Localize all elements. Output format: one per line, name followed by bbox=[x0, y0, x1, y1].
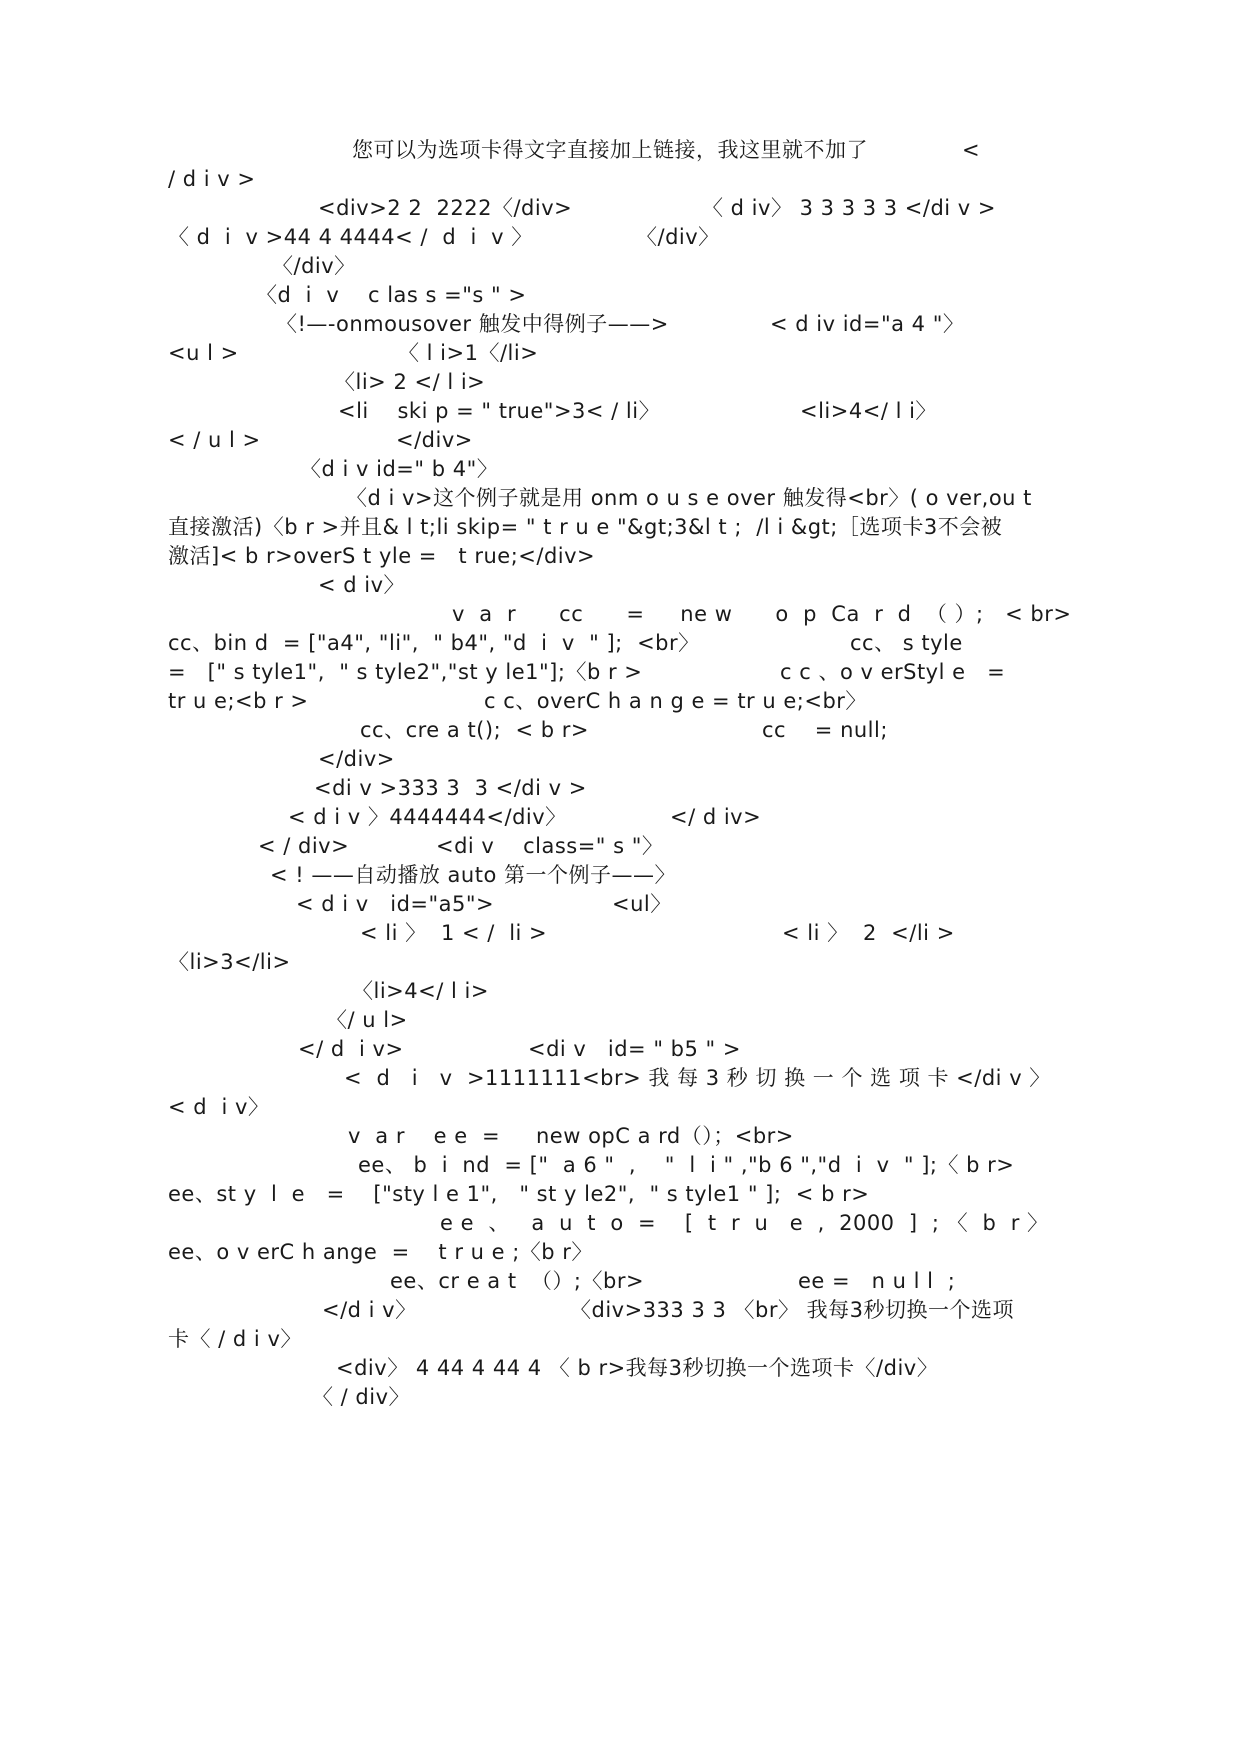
text-line-23 bbox=[0, 772, 1241, 804]
line-segment: 〈li>3</li> bbox=[168, 950, 291, 974]
text-line-36 bbox=[0, 1149, 1241, 1181]
line-segment: 激活]< b r>overS t yle = t rue;</div> bbox=[168, 544, 596, 568]
text-line-20 bbox=[0, 685, 1241, 717]
text-line-16 bbox=[0, 569, 1241, 601]
line-segment: </div> bbox=[318, 747, 395, 771]
line-segment: 〈/ u l> bbox=[326, 1008, 408, 1032]
line-segment: v a r e e = new opC a rd（）；<br> bbox=[348, 1124, 794, 1148]
line-segment: e e 、 a u t o = [ t r u e , 2000 ] ; 〈 b r 〉 bbox=[440, 1211, 1049, 1235]
line-segment: 〈li>4</ l i> bbox=[352, 979, 489, 1003]
text-line-8 bbox=[0, 337, 1241, 369]
text-line-17 bbox=[0, 598, 1241, 630]
text-line-7 bbox=[0, 308, 1241, 340]
text-line-15 bbox=[0, 540, 1241, 572]
line-segment: 〈 l i>1〈/li> bbox=[398, 341, 539, 365]
text-line-34 bbox=[0, 1091, 1241, 1123]
line-segment: cc、bin d = ["a4", "li", " b4", "d i v " ]; <br〉 bbox=[168, 631, 700, 655]
text-line-30 bbox=[0, 975, 1241, 1007]
line-segment: <div〉 4 44 4 44 4 〈 b r>我每3秒切换一个选项卡〈/div〉 bbox=[336, 1356, 939, 1380]
text-line-3 bbox=[0, 192, 1241, 224]
text-line-39 bbox=[0, 1236, 1241, 1268]
text-line-13 bbox=[0, 482, 1241, 514]
line-segment: ee、cr e a t （）;〈br> bbox=[390, 1269, 645, 1293]
line-segment: < / u l > bbox=[168, 428, 261, 452]
line-segment: cc = null; bbox=[762, 718, 888, 742]
line-segment: < d i v〉 bbox=[168, 1095, 270, 1119]
line-segment: < bbox=[962, 138, 981, 162]
text-line-44 bbox=[0, 1381, 1241, 1413]
line-segment: < d iv id="a 4 "〉 bbox=[770, 312, 965, 336]
line-segment: < d i v 〉4444444</div〉 bbox=[288, 805, 567, 829]
text-line-14 bbox=[0, 511, 1241, 543]
line-segment: 〈 / div〉 bbox=[312, 1385, 411, 1409]
text-line-10 bbox=[0, 395, 1241, 427]
line-segment: < / div> bbox=[258, 834, 350, 858]
line-segment: <di v class=" s "〉 bbox=[436, 834, 664, 858]
line-segment: </div> bbox=[396, 428, 473, 452]
line-segment: </d i v〉 bbox=[322, 1298, 417, 1322]
line-segment: = [" s tyle1", " s tyle2","st y le1"];〈b r > bbox=[168, 660, 643, 684]
text-line-26 bbox=[0, 859, 1241, 891]
line-segment: 〈/div〉 bbox=[636, 225, 720, 249]
line-segment: cc、cre a t(); < b r> bbox=[360, 718, 590, 742]
text-line-12 bbox=[0, 453, 1241, 485]
text-line-22 bbox=[0, 743, 1241, 775]
text-line-35 bbox=[0, 1120, 1241, 1152]
text-line-18 bbox=[0, 627, 1241, 659]
line-segment: <ul〉 bbox=[612, 892, 672, 916]
line-segment: < d i v id="a5"> bbox=[296, 892, 495, 916]
line-segment: ee、st y l e = ["sty l e 1", " st y le2", " s tyle1 " ]; < b r> bbox=[168, 1182, 870, 1206]
text-line-42 bbox=[0, 1323, 1241, 1355]
text-line-43 bbox=[0, 1352, 1241, 1384]
text-line-21 bbox=[0, 714, 1241, 746]
line-segment: / d i v > bbox=[168, 167, 256, 191]
line-segment: ee、o v erC h ange = t r u e ;〈b r〉 bbox=[168, 1240, 593, 1264]
text-line-9 bbox=[0, 366, 1241, 398]
text-line-2 bbox=[0, 163, 1241, 195]
text-line-32 bbox=[0, 1033, 1241, 1065]
line-segment: ee = n u l l ; bbox=[798, 1269, 956, 1293]
text-line-6 bbox=[0, 279, 1241, 311]
text-line-4 bbox=[0, 221, 1241, 253]
line-segment: <li>4</ l i〉 bbox=[800, 399, 937, 423]
line-segment: 〈div>333 3 3 〈br〉 我每3秒切换一个选项 bbox=[570, 1298, 1015, 1322]
line-segment: 〈li> 2 </ l i> bbox=[334, 370, 486, 394]
line-segment: c c、overC h a n g e = tr u e;<br〉 bbox=[484, 689, 867, 713]
line-segment: 〈d i v id=" b 4"〉 bbox=[300, 457, 499, 481]
line-segment: </ d i v> bbox=[298, 1037, 404, 1061]
text-line-28 bbox=[0, 917, 1241, 949]
text-line-19 bbox=[0, 656, 1241, 688]
line-segment: v a r cc = ne w o p Ca r d （ ）; < br> bbox=[452, 602, 1072, 626]
line-segment: 〈 d i v >44 4 4444< / d i v 〉 bbox=[168, 225, 533, 249]
text-line-27 bbox=[0, 888, 1241, 920]
text-line-33 bbox=[0, 1062, 1241, 1094]
line-segment: < ! ——自动播放 auto 第一个例子——〉 bbox=[270, 863, 676, 887]
line-segment: <li ski p = " true">3< / li〉 bbox=[338, 399, 661, 423]
line-segment: ee、 b i nd = [" a 6 " , " l i " ,"b 6 ","d i v " ];〈 b r> bbox=[358, 1153, 1015, 1177]
line-segment: c c 、o v erStyl e = bbox=[780, 660, 1006, 684]
line-segment: <di v >333 3 3 </di v > bbox=[314, 776, 587, 800]
text-line-24 bbox=[0, 801, 1241, 833]
line-segment: tr u e;<b r > bbox=[168, 689, 309, 713]
text-line-25 bbox=[0, 830, 1241, 862]
line-segment: 〈d i v>这个例子就是用 onm o u s e over 触发得<br〉( o ver,ou t bbox=[346, 486, 1032, 510]
line-segment: 〈!—-onmousover 触发中得例子——> bbox=[276, 312, 669, 336]
line-segment: cc、 s tyle bbox=[850, 631, 963, 655]
text-line-41 bbox=[0, 1294, 1241, 1326]
line-segment: 〈 d iv〉 3 3 3 3 3 </di v > bbox=[702, 196, 997, 220]
line-segment: 〈/div〉 bbox=[272, 254, 356, 278]
text-line-11 bbox=[0, 424, 1241, 456]
line-segment: 您可以为选项卡得文字直接加上链接，我这里就不加了 bbox=[352, 138, 868, 162]
line-segment: < li 〉 2 </li > bbox=[782, 921, 955, 945]
text-line-37 bbox=[0, 1178, 1241, 1210]
line-segment: 卡〈 / d i v〉 bbox=[168, 1327, 302, 1351]
text-line-1 bbox=[0, 134, 1241, 166]
line-segment: < d iv〉 bbox=[318, 573, 406, 597]
line-segment: 〈d i v c las s ="s " > bbox=[256, 283, 527, 307]
text-line-38 bbox=[0, 1207, 1241, 1239]
line-segment: <di v id= " b5 " > bbox=[528, 1037, 741, 1061]
line-segment: <div>2 2 2222〈/div> bbox=[318, 196, 573, 220]
line-segment: < d i v >1111111<br> 我 每 3 秒 切 换 一 个 选 项 卡 </di v 〉 bbox=[344, 1066, 1051, 1090]
line-segment: </ d iv> bbox=[670, 805, 762, 829]
line-segment: <u l > bbox=[168, 341, 239, 365]
line-segment: < li 〉 1 < / li > bbox=[360, 921, 548, 945]
text-line-29 bbox=[0, 946, 1241, 978]
text-line-40 bbox=[0, 1265, 1241, 1297]
text-line-31 bbox=[0, 1004, 1241, 1036]
text-line-5 bbox=[0, 250, 1241, 282]
line-segment: 直接激活)〈b r >并且& l t;li skip= " t r u e "&gt;3&l t ; /l i &gt;［选项卡3不会被 bbox=[168, 515, 1003, 539]
